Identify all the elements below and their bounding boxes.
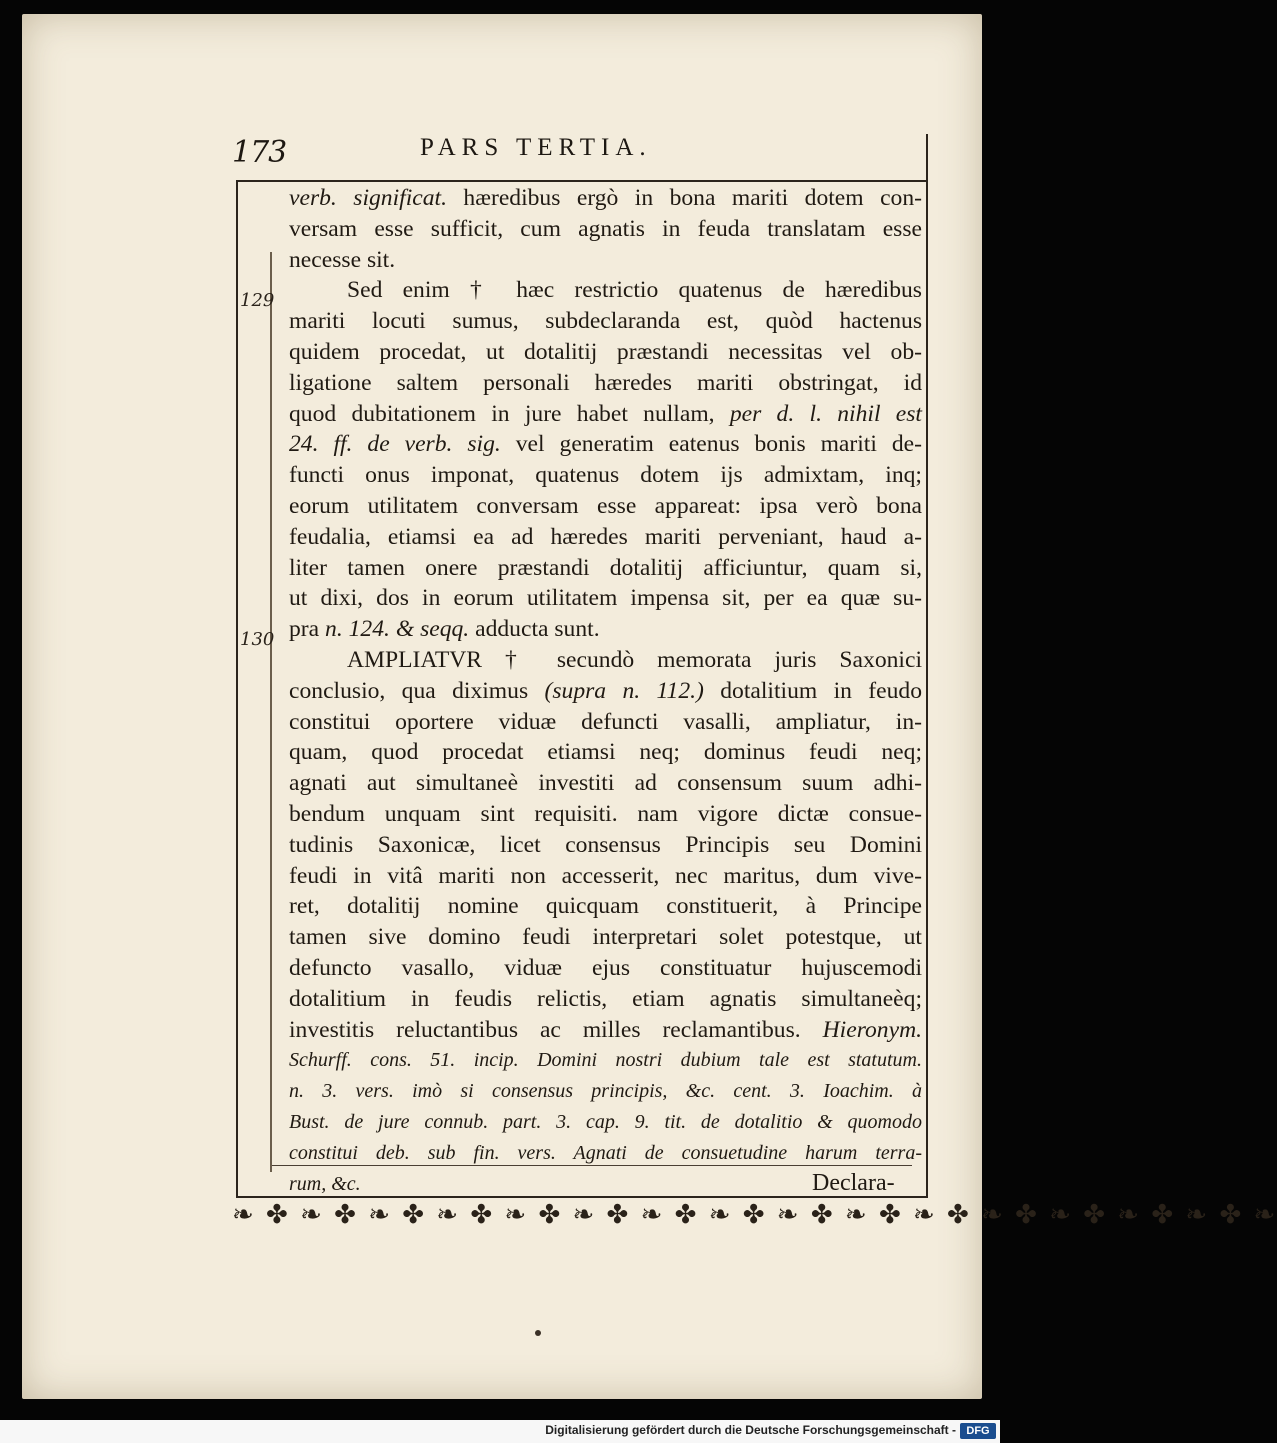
text-line: defuncto vasallo, viduæ ejus constituatur hujuscemodi	[289, 954, 922, 981]
footer-bar	[0, 1420, 1000, 1443]
text-line: ut dixi, dos in eorum utilitatem impensa sit, per ea quæ su-	[289, 585, 922, 612]
text-line: quod dubitationem in jure habet nullam, per d. l. nihil est	[289, 400, 922, 427]
text-line: versam esse sufficit, cum agnatis in feuda translatam esse	[289, 215, 922, 242]
ink-spot	[535, 1330, 541, 1336]
citation-line: n. 3. vers. imò si consensus principis, &c. cent. 3. Ioachim. à	[289, 1080, 922, 1103]
text-line: liter tamen onere præstandi dotalitij afficiuntur, quam si,	[289, 554, 922, 581]
dfg-logo-icon: DFG	[960, 1423, 996, 1439]
page-frame-top	[236, 180, 928, 182]
running-head: PARS TERTIA.	[420, 134, 652, 161]
text-line: quam, quod procedat etiamsi neq; dominus feudi neq;	[289, 739, 922, 766]
text-line: eorum utilitatem conversam esse appareat: ipsa verò bona	[289, 492, 922, 519]
citation-line: rum, &c.	[289, 1172, 361, 1195]
ornament-border: ❧ ✤ ❧ ✤ ❧ ✤ ❧ ✤ ❧ ✤ ❧ ✤ ❧ ✤ ❧ ✤ ❧ ✤ ❧ ✤ ❧ ✤ ❧ ✤ ❧ ✤ ❧ ✤ ❧ ✤ ❧	[232, 1200, 1277, 1230]
text-line: conclusio, qua diximus (supra n. 112.) dotalitium in feudo	[289, 677, 923, 704]
page-frame-left	[236, 180, 238, 1198]
text-line: feudi in vitâ mariti non accesserit, nec maritus, dum vive-	[289, 862, 922, 889]
text-line: necesse sit.	[289, 246, 396, 273]
text-line: quidem procedat, ut dotalitij præstandi necessitas vel ob-	[289, 338, 922, 365]
text-line: AMPLIATVR † secundò memorata juris Saxonici	[347, 646, 922, 673]
text-line: dotalitium in feudis relictis, etiam agnatis simultaneèq;	[289, 985, 922, 1012]
page-frame-right	[926, 134, 928, 1198]
text-line: tamen sive domino feudi interpretari solet potestque, ut	[289, 924, 922, 951]
text-line: 24. ff. de verb. sig. vel generatim eatenus bonis mariti de-	[289, 431, 922, 458]
text-line: investitis reluctantibus ac milles reclamantibus. Hieronym.	[289, 1016, 922, 1043]
text-line: functi onus imponat, quatenus dotem ijs admixtam, inq;	[289, 462, 922, 489]
text-line: ligatione saltem personali hæredes mariti obstringat, id	[289, 369, 922, 396]
text-line: tudinis Saxonicæ, licet consensus Principis seu Domini	[289, 831, 922, 858]
body-text	[289, 183, 922, 1199]
citation-line: Schurff. cons. 51. incip. Domini nostri dubium tale est statutum.	[289, 1049, 922, 1072]
text-line: Sed enim † hæc restrictio quatenus de hæredibus	[347, 277, 922, 304]
margin-rule	[270, 252, 272, 1172]
text-line: pra n. 124. & seqq. adducta sunt.	[289, 616, 600, 643]
text-line: verb. significat. hæredibus ergò in bona mariti dotem con-	[289, 185, 922, 211]
margin-number-129: 129	[240, 290, 275, 311]
citation-line: constitui deb. sub fin. vers. Agnati de consuetudine harum terra-	[289, 1141, 922, 1164]
text-line: mariti locuti sumus, subdeclaranda est, quòd hactenus	[289, 308, 922, 335]
page-number: 173	[232, 135, 287, 170]
catchword: Declara-	[812, 1170, 895, 1196]
text-line: feudalia, etiamsi ea ad hæredes mariti perveniant, haud a-	[289, 523, 922, 550]
text-line: ret, dotalitij nomine quicquam constituerit, à Principe	[289, 893, 922, 920]
text-line: constitui oportere viduæ defuncti vasalli, ampliatur, in-	[289, 708, 922, 735]
text-line: bendum unquam sint requisiti. nam vigore dictæ consue-	[289, 800, 922, 827]
footer-credit: Digitalisierung gefördert durch die Deutsche Forschungsgemeinschaft -	[545, 1423, 956, 1437]
citation-line: Bust. de jure connub. part. 3. cap. 9. tit. de dotalitio & quomodo	[289, 1110, 922, 1133]
margin-number-130: 130	[240, 629, 275, 650]
text-line: agnati aut simultaneè investiti ad consensum suum adhi-	[289, 770, 922, 797]
